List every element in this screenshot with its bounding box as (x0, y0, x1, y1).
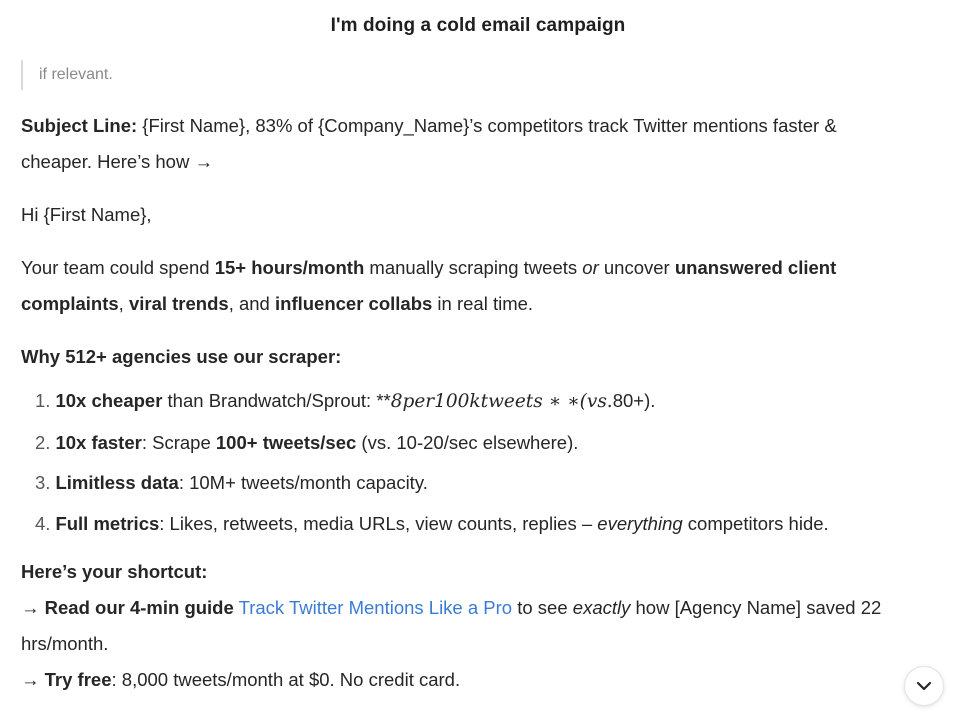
list-bold: 10x cheaper (55, 390, 163, 411)
team-text: Your team could spend (21, 257, 215, 278)
benefits-list (21, 381, 941, 544)
subject-line (21, 108, 941, 180)
shortcut-text: hrs/month. (21, 633, 109, 654)
team-bold: viral trends (128, 293, 229, 314)
shortcut-free-line (21, 662, 941, 698)
list-item (35, 504, 941, 545)
why-heading: Why 512+ agencies use our scraper: (21, 346, 342, 367)
scroll-to-bottom-button[interactable] (904, 666, 944, 706)
team-paragraph (21, 250, 941, 322)
message-content (21, 52, 941, 698)
list-text: (vs. 10-20/sec elsewhere). (356, 431, 579, 453)
list-item (35, 463, 941, 504)
list-text: : Scrape (141, 431, 216, 453)
team-bold: 15+ hours/month (214, 257, 365, 278)
list-item (35, 423, 941, 464)
shortcut-text: : 8,000 tweets/month at $0. No credit card. (111, 669, 461, 690)
greeting: Hi {First Name}, (21, 204, 152, 225)
shortcut-bold: → Try free (21, 669, 112, 690)
team-text: , (118, 293, 129, 314)
shortcut-guide-line (21, 590, 941, 662)
list-math: 8per100ktweets ∗ ∗(vs. (390, 391, 613, 412)
conversation-header (0, 0, 956, 52)
chevron-down-icon (914, 676, 934, 696)
shortcut-bold: → Read our 4-min guide (21, 597, 234, 618)
shortcut-heading: Here’s your shortcut: (21, 561, 208, 582)
shortcut-text: to see (512, 597, 573, 618)
list-text: competitors hide. (682, 512, 829, 534)
shortcut-italic: exactly (572, 597, 631, 618)
list-bold: Full metrics (55, 512, 160, 534)
list-number: 4. (35, 512, 51, 534)
subject-text-2: cheaper. Here’s how → (21, 151, 213, 172)
list-bold: 100+ tweets/sec (215, 431, 357, 453)
conversation-title[interactable]: I'm doing a cold email campaign (330, 15, 626, 36)
list-bold: Limitless data (55, 472, 179, 493)
subject-text-1: {First Name}, 83% of {Company_Name}’s competitors track Twitter mentions faster & (137, 115, 837, 136)
team-italic: or (582, 257, 599, 278)
team-text: uncover (598, 257, 675, 278)
list-italic: everything (597, 512, 683, 534)
list-number: 1. (35, 390, 51, 411)
list-number: 2. (35, 431, 51, 453)
list-text: 80+). (612, 390, 656, 411)
team-bold: unanswered client (674, 257, 837, 278)
team-bold: influencer collabs (275, 293, 433, 314)
list-item (35, 381, 941, 423)
list-bold: 10x faster (55, 431, 142, 453)
team-text: in real time. (432, 293, 534, 314)
team-text: manually scraping tweets (364, 257, 583, 278)
team-bold: complaints (21, 293, 119, 314)
guide-link[interactable]: Track Twitter Mentions Like a Pro (238, 597, 513, 618)
shortcut-text: how [Agency Name] saved 22 (630, 597, 882, 618)
list-number: 3. (35, 472, 51, 493)
blockquote-text: if relevant. (39, 66, 113, 83)
list-text: : Likes, retweets, media URLs, view counts, replies – (159, 512, 598, 534)
team-text: , and (228, 293, 275, 314)
subject-label: Subject Line: (21, 115, 138, 136)
list-text: than Brandwatch/Sprout: ** (162, 390, 391, 411)
list-text: : 10M+ tweets/month capacity. (178, 472, 428, 493)
blockquote (21, 60, 941, 90)
